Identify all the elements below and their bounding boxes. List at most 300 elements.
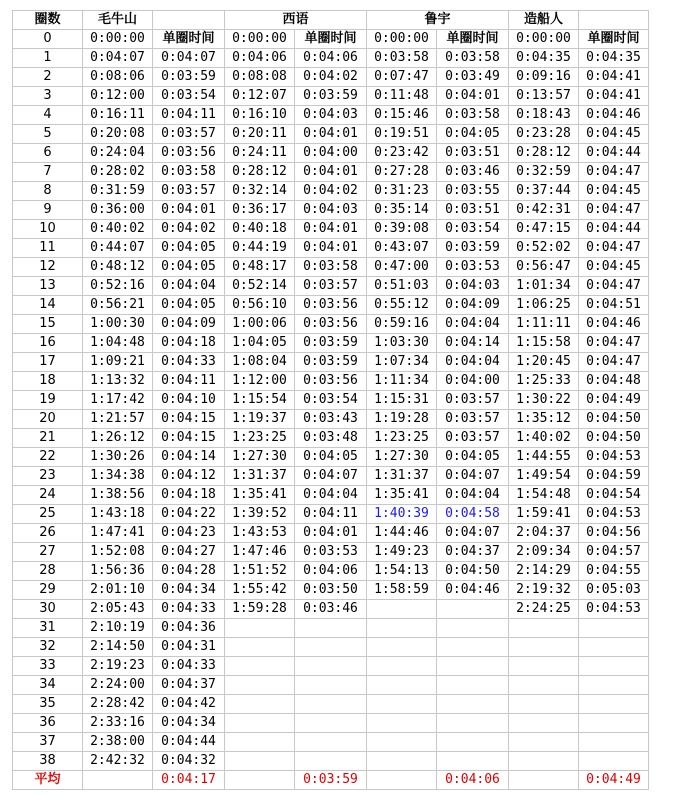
round-number: 26 (13, 524, 83, 543)
lap-time-cell (437, 638, 509, 657)
player-name-1-filler (153, 11, 225, 30)
cumulative-time-cell: 0:13:57 (509, 87, 579, 106)
lap-time-cell (579, 714, 649, 733)
lap-time-cell: 0:03:59 (295, 87, 367, 106)
lap-time-cell: 0:04:07 (153, 49, 225, 68)
cumulative-time-cell: 1:08:04 (225, 353, 295, 372)
cumulative-time-cell: 1:27:30 (225, 448, 295, 467)
round-number: 15 (13, 315, 83, 334)
lap-header-4: 单圈时间 (579, 30, 649, 49)
table-row (13, 581, 649, 600)
lap-time-cell: 0:04:59 (579, 467, 649, 486)
cumulative-time-cell: 0:28:12 (225, 163, 295, 182)
lap-time-cell: 0:04:31 (153, 638, 225, 657)
lap-time-cell: 0:04:47 (579, 239, 649, 258)
lap-time-cell: 0:04:53 (579, 505, 649, 524)
cumulative-time-cell: 0:48:17 (225, 258, 295, 277)
lap-time-cell: 0:03:59 (295, 353, 367, 372)
lap-time-cell: 0:04:47 (579, 277, 649, 296)
cumulative-time-cell (225, 695, 295, 714)
cumulative-time-cell: 1:58:59 (367, 581, 437, 600)
cumulative-time-cell: 1:04:48 (83, 334, 153, 353)
cumulative-time-cell (367, 714, 437, 733)
lap-time-cell: 0:03:43 (295, 410, 367, 429)
cumulative-time-cell: 0:31:23 (367, 182, 437, 201)
cumulative-time-cell (225, 619, 295, 638)
header-row (13, 11, 649, 30)
cumulative-time-cell (367, 695, 437, 714)
table-row (13, 353, 649, 372)
lap-time-cell (295, 733, 367, 752)
lap-time-cell (295, 638, 367, 657)
cumulative-time-cell (225, 638, 295, 657)
table-row (13, 315, 649, 334)
table-row (13, 657, 649, 676)
cumulative-time-cell: 0:20:08 (83, 125, 153, 144)
lap-time-cell: 0:04:46 (579, 315, 649, 334)
cumulative-time-cell: 0:52:02 (509, 239, 579, 258)
table-row (13, 106, 649, 125)
lap-time-cell: 0:04:04 (295, 486, 367, 505)
round-number: 36 (13, 714, 83, 733)
round-number: 17 (13, 353, 83, 372)
lap-time-cell (437, 714, 509, 733)
lap-time-cell: 0:04:56 (579, 524, 649, 543)
lap-time-cell: 0:03:50 (295, 581, 367, 600)
lap-time-cell: 0:03:55 (437, 182, 509, 201)
cumulative-time-cell: 2:19:23 (83, 657, 153, 676)
lap-time-cell: 0:03:57 (153, 125, 225, 144)
lap-time-cell: 0:03:57 (437, 410, 509, 429)
table-row (13, 201, 649, 220)
cumulative-time-cell (509, 695, 579, 714)
cumulative-time-cell: 0:19:51 (367, 125, 437, 144)
lap-time-cell: 0:04:01 (295, 125, 367, 144)
lap-time-table (12, 10, 649, 790)
lap-time-cell: 0:03:53 (437, 258, 509, 277)
cumulative-time-cell: 2:38:00 (83, 733, 153, 752)
lap-time-cell (295, 695, 367, 714)
lap-time-cell: 0:04:01 (437, 87, 509, 106)
cumulative-time-cell: 0:24:04 (83, 144, 153, 163)
lap-time-cell: 0:04:01 (295, 239, 367, 258)
table-row (13, 334, 649, 353)
lap-time-cell: 0:04:05 (153, 296, 225, 315)
lap-time-cell: 0:04:09 (153, 315, 225, 334)
round-number: 37 (13, 733, 83, 752)
lap-time-cell: 0:04:03 (437, 277, 509, 296)
cumulative-time-cell: 1:35:41 (225, 486, 295, 505)
cumulative-time-cell (509, 733, 579, 752)
player-name-3: 鲁宇 (367, 11, 509, 30)
lap-time-cell: 0:04:00 (437, 372, 509, 391)
lap-time-cell: 0:04:35 (579, 49, 649, 68)
table-row (13, 220, 649, 239)
lap-time-cell: 0:04:01 (295, 163, 367, 182)
lap-time-cell (437, 676, 509, 695)
round-number: 11 (13, 239, 83, 258)
cumulative-time-cell: 1:31:37 (367, 467, 437, 486)
cumulative-time-cell: 1:47:46 (225, 543, 295, 562)
table-row (13, 562, 649, 581)
lap-time-cell: 0:04:04 (437, 353, 509, 372)
lap-time-cell: 0:03:46 (437, 163, 509, 182)
cumulative-time-cell: 0:59:16 (367, 315, 437, 334)
cumulative-time-cell: 1:09:21 (83, 353, 153, 372)
start-time-3: 0:00:00 (367, 30, 437, 49)
table-row (13, 372, 649, 391)
lap-time-cell: 0:04:10 (153, 391, 225, 410)
cumulative-time-cell: 1:15:54 (225, 391, 295, 410)
lap-time-cell: 0:03:51 (437, 144, 509, 163)
cumulative-time-cell: 2:09:34 (509, 543, 579, 562)
lap-time-cell: 0:04:45 (579, 125, 649, 144)
lap-time-cell (295, 714, 367, 733)
cumulative-time-cell: 0:39:08 (367, 220, 437, 239)
cumulative-time-cell: 0:32:59 (509, 163, 579, 182)
lap-time-cell: 0:04:12 (153, 467, 225, 486)
average-lap-time: 0:04:06 (437, 771, 509, 790)
average-empty-cell (83, 771, 153, 790)
cumulative-time-cell: 1:30:22 (509, 391, 579, 410)
table-row (13, 410, 649, 429)
cumulative-time-cell: 1:54:13 (367, 562, 437, 581)
lap-time-cell: 0:04:23 (153, 524, 225, 543)
lap-time-cell: 0:04:06 (295, 562, 367, 581)
table-row (13, 524, 649, 543)
lap-time-cell: 0:04:11 (153, 372, 225, 391)
round-number: 32 (13, 638, 83, 657)
table-row (13, 695, 649, 714)
round-number: 30 (13, 600, 83, 619)
round-number: 27 (13, 543, 83, 562)
lap-time-cell: 0:04:27 (153, 543, 225, 562)
average-row (13, 771, 649, 790)
round-header: 圈数 (13, 11, 83, 30)
round-number: 13 (13, 277, 83, 296)
lap-time-cell: 0:03:46 (295, 600, 367, 619)
lap-time-cell: 0:03:59 (437, 239, 509, 258)
cumulative-time-cell (367, 600, 437, 619)
lap-time-cell: 0:04:58 (437, 505, 509, 524)
lap-time-cell: 0:04:03 (295, 201, 367, 220)
table-row (13, 68, 649, 87)
lap-time-cell: 0:03:58 (437, 106, 509, 125)
table-row (13, 676, 649, 695)
round-number: 2 (13, 68, 83, 87)
round-number: 8 (13, 182, 83, 201)
cumulative-time-cell: 0:07:47 (367, 68, 437, 87)
round-number: 9 (13, 201, 83, 220)
cumulative-time-cell: 0:16:11 (83, 106, 153, 125)
table-row (13, 296, 649, 315)
table-row (13, 391, 649, 410)
lap-time-cell: 0:04:18 (153, 334, 225, 353)
lap-time-cell: 0:04:44 (579, 220, 649, 239)
cumulative-time-cell (225, 676, 295, 695)
lap-time-cell: 0:04:44 (153, 733, 225, 752)
lap-time-cell: 0:04:46 (579, 106, 649, 125)
cumulative-time-cell: 0:56:21 (83, 296, 153, 315)
cumulative-time-cell: 1:15:31 (367, 391, 437, 410)
cumulative-time-cell: 0:40:02 (83, 220, 153, 239)
cumulative-time-cell (509, 657, 579, 676)
lap-time-cell: 0:04:04 (437, 315, 509, 334)
lap-time-cell: 0:04:41 (579, 68, 649, 87)
lap-time-cell: 0:04:45 (579, 258, 649, 277)
start-time-1: 0:00:00 (83, 30, 153, 49)
cumulative-time-cell: 1:12:00 (225, 372, 295, 391)
lap-time-cell: 0:04:47 (579, 201, 649, 220)
cumulative-time-cell: 1:43:18 (83, 505, 153, 524)
lap-time-cell (579, 638, 649, 657)
lap-time-cell: 0:04:50 (579, 429, 649, 448)
cumulative-time-cell (225, 657, 295, 676)
cumulative-time-cell: 1:20:45 (509, 353, 579, 372)
lap-time-cell: 0:04:45 (579, 182, 649, 201)
lap-time-cell: 0:04:37 (437, 543, 509, 562)
cumulative-time-cell: 0:47:00 (367, 258, 437, 277)
cumulative-time-cell: 0:31:59 (83, 182, 153, 201)
lap-time-cell: 0:03:51 (437, 201, 509, 220)
lap-time-cell: 0:04:46 (437, 581, 509, 600)
table-row (13, 277, 649, 296)
round-number: 29 (13, 581, 83, 600)
average-lap-time: 0:04:49 (579, 771, 649, 790)
lap-time-cell: 0:04:18 (153, 486, 225, 505)
cumulative-time-cell: 0:23:28 (509, 125, 579, 144)
lap-time-cell (295, 619, 367, 638)
cumulative-time-cell: 1:23:25 (367, 429, 437, 448)
table-row (13, 505, 649, 524)
player-name-1: 毛牛山 (83, 11, 153, 30)
lap-time-cell (295, 657, 367, 676)
lap-time-cell: 0:04:14 (437, 334, 509, 353)
cumulative-time-cell: 0:37:44 (509, 182, 579, 201)
table-row (13, 467, 649, 486)
cumulative-time-cell: 1:07:34 (367, 353, 437, 372)
player-name-4-filler (579, 11, 649, 30)
cumulative-time-cell: 2:42:32 (83, 752, 153, 771)
round-number: 7 (13, 163, 83, 182)
average-empty-cell (509, 771, 579, 790)
table-row (13, 619, 649, 638)
cumulative-time-cell: 1:56:36 (83, 562, 153, 581)
cumulative-time-cell: 1:34:38 (83, 467, 153, 486)
round-number: 21 (13, 429, 83, 448)
cumulative-time-cell: 1:13:32 (83, 372, 153, 391)
lap-time-cell: 0:03:56 (295, 372, 367, 391)
round-number: 35 (13, 695, 83, 714)
cumulative-time-cell: 0:51:03 (367, 277, 437, 296)
cumulative-time-cell: 0:08:06 (83, 68, 153, 87)
table-body (13, 11, 649, 790)
cumulative-time-cell: 2:05:43 (83, 600, 153, 619)
cumulative-time-cell: 1:59:41 (509, 505, 579, 524)
cumulative-time-cell: 0:36:17 (225, 201, 295, 220)
round-number: 25 (13, 505, 83, 524)
round-number: 31 (13, 619, 83, 638)
lap-time-cell: 0:04:06 (295, 49, 367, 68)
lap-time-cell: 0:04:54 (579, 486, 649, 505)
lap-time-cell: 0:04:55 (579, 562, 649, 581)
cumulative-time-cell: 2:19:32 (509, 581, 579, 600)
lap-header-2: 单圈时间 (295, 30, 367, 49)
cumulative-time-cell: 1:01:34 (509, 277, 579, 296)
round-number: 12 (13, 258, 83, 277)
table-row (13, 125, 649, 144)
cumulative-time-cell: 1:23:25 (225, 429, 295, 448)
cumulative-time-cell: 2:24:25 (509, 600, 579, 619)
lap-time-cell: 0:04:09 (437, 296, 509, 315)
lap-time-cell: 0:04:14 (153, 448, 225, 467)
cumulative-time-cell: 0:44:07 (83, 239, 153, 258)
cumulative-time-cell (509, 619, 579, 638)
table-row (13, 182, 649, 201)
lap-header-1: 单圈时间 (153, 30, 225, 49)
cumulative-time-cell: 0:36:00 (83, 201, 153, 220)
cumulative-time-cell: 0:48:12 (83, 258, 153, 277)
lap-time-cell (295, 752, 367, 771)
lap-time-cell: 0:04:33 (153, 657, 225, 676)
lap-time-cell: 0:04:42 (153, 695, 225, 714)
cumulative-time-cell: 0:28:02 (83, 163, 153, 182)
cumulative-time-cell (367, 657, 437, 676)
cumulative-time-cell: 0:11:48 (367, 87, 437, 106)
start-time-2: 0:00:00 (225, 30, 295, 49)
lap-time-cell: 0:04:02 (153, 220, 225, 239)
lap-time-cell: 0:04:03 (295, 106, 367, 125)
cumulative-time-cell: 0:56:47 (509, 258, 579, 277)
cumulative-time-cell: 1:17:42 (83, 391, 153, 410)
table-row (13, 543, 649, 562)
cumulative-time-cell: 1:40:39 (367, 505, 437, 524)
cumulative-time-cell (367, 752, 437, 771)
cumulative-time-cell: 0:27:28 (367, 163, 437, 182)
cumulative-time-cell: 1:47:41 (83, 524, 153, 543)
cumulative-time-cell: 1:11:34 (367, 372, 437, 391)
cumulative-time-cell: 1:54:48 (509, 486, 579, 505)
cumulative-time-cell: 0:40:18 (225, 220, 295, 239)
round-number: 0 (13, 30, 83, 49)
cumulative-time-cell (225, 714, 295, 733)
round-number: 20 (13, 410, 83, 429)
lap-time-cell: 0:03:58 (153, 163, 225, 182)
cumulative-time-cell: 1:19:28 (367, 410, 437, 429)
round-number: 4 (13, 106, 83, 125)
cumulative-time-cell (509, 752, 579, 771)
start-row (13, 30, 649, 49)
cumulative-time-cell: 0:24:11 (225, 144, 295, 163)
cumulative-time-cell: 1:43:53 (225, 524, 295, 543)
cumulative-time-cell: 0:03:58 (367, 49, 437, 68)
lap-time-cell: 0:03:49 (437, 68, 509, 87)
lap-header-3: 单圈时间 (437, 30, 509, 49)
cumulative-time-cell: 1:30:26 (83, 448, 153, 467)
cumulative-time-cell: 0:35:14 (367, 201, 437, 220)
round-number: 6 (13, 144, 83, 163)
round-number: 34 (13, 676, 83, 695)
cumulative-time-cell: 1:49:54 (509, 467, 579, 486)
lap-time-cell (579, 733, 649, 752)
cumulative-time-cell: 1:00:06 (225, 315, 295, 334)
lap-time-cell: 0:04:33 (153, 353, 225, 372)
cumulative-time-cell (509, 638, 579, 657)
round-number: 33 (13, 657, 83, 676)
cumulative-time-cell: 1:55:42 (225, 581, 295, 600)
round-number: 16 (13, 334, 83, 353)
table-row (13, 733, 649, 752)
lap-time-cell: 0:04:37 (153, 676, 225, 695)
lap-time-cell: 0:03:57 (437, 391, 509, 410)
cumulative-time-cell: 0:52:14 (225, 277, 295, 296)
average-empty-cell (367, 771, 437, 790)
lap-time-cell: 0:03:54 (295, 391, 367, 410)
player-name-4: 造船人 (509, 11, 579, 30)
lap-time-cell (579, 695, 649, 714)
cumulative-time-cell: 0:52:16 (83, 277, 153, 296)
lap-time-cell: 0:04:07 (437, 524, 509, 543)
lap-time-cell: 0:04:47 (579, 334, 649, 353)
cumulative-time-cell: 0:56:10 (225, 296, 295, 315)
lap-time-cell (437, 600, 509, 619)
round-number: 38 (13, 752, 83, 771)
cumulative-time-cell: 0:32:14 (225, 182, 295, 201)
table-row (13, 600, 649, 619)
lap-time-cell: 0:04:57 (579, 543, 649, 562)
round-number: 10 (13, 220, 83, 239)
cumulative-time-cell: 1:27:30 (367, 448, 437, 467)
cumulative-time-cell: 2:14:29 (509, 562, 579, 581)
lap-time-cell: 0:04:44 (579, 144, 649, 163)
lap-time-cell: 0:04:28 (153, 562, 225, 581)
lap-time-cell (579, 657, 649, 676)
cumulative-time-cell: 0:42:31 (509, 201, 579, 220)
lap-time-cell: 0:04:04 (437, 486, 509, 505)
table-row (13, 486, 649, 505)
lap-time-cell: 0:04:01 (153, 201, 225, 220)
round-number: 1 (13, 49, 83, 68)
table-row (13, 714, 649, 733)
lap-time-cell: 0:04:53 (579, 600, 649, 619)
round-number: 19 (13, 391, 83, 410)
lap-time-cell: 0:04:11 (153, 106, 225, 125)
lap-time-cell: 0:03:53 (295, 543, 367, 562)
lap-time-cell (579, 752, 649, 771)
cumulative-time-cell: 0:16:10 (225, 106, 295, 125)
round-number: 3 (13, 87, 83, 106)
cumulative-time-cell: 1:35:41 (367, 486, 437, 505)
cumulative-time-cell: 2:33:16 (83, 714, 153, 733)
lap-time-cell: 0:04:05 (295, 448, 367, 467)
lap-time-cell: 0:04:01 (295, 524, 367, 543)
lap-time-cell: 0:04:00 (295, 144, 367, 163)
cumulative-time-cell: 0:15:46 (367, 106, 437, 125)
lap-time-cell: 0:04:05 (437, 125, 509, 144)
lap-time-cell (579, 676, 649, 695)
lap-time-cell: 0:04:48 (579, 372, 649, 391)
cumulative-time-cell: 1:19:37 (225, 410, 295, 429)
cumulative-time-cell (367, 638, 437, 657)
cumulative-time-cell: 2:24:00 (83, 676, 153, 695)
cumulative-time-cell: 1:04:05 (225, 334, 295, 353)
cumulative-time-cell: 1:06:25 (509, 296, 579, 315)
lap-time-cell: 0:04:36 (153, 619, 225, 638)
cumulative-time-cell: 1:21:57 (83, 410, 153, 429)
lap-time-cell: 0:03:48 (295, 429, 367, 448)
lap-time-cell: 0:04:01 (295, 220, 367, 239)
table-row (13, 49, 649, 68)
